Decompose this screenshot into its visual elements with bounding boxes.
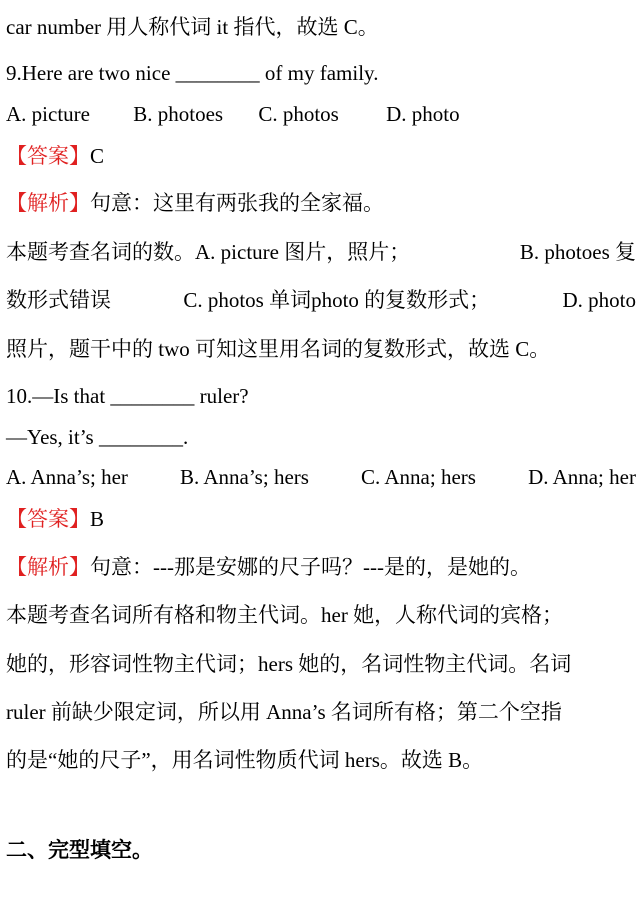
option-a: A. Anna’s; her [6,465,128,489]
option-b: B. Anna’s; hers [180,465,309,489]
analysis-line [6,188,636,218]
question-10: 10.—Is that ________ ruler? [6,384,249,408]
explanation-line: 本题考查名词所有格和物主代词。her 她，人称代词的宾格； [6,603,564,627]
explanation-line [6,237,636,267]
explanation-line: ruler 前缺少限定词，所以用 Anna’s 名词所有格；第二个空指 [6,700,562,724]
question-9-options [6,99,636,129]
explanation-line: 照片，题干中的 two 可知这里用名词的复数形式，故选 C。 [6,337,551,361]
explanation-text: B. photoes 复 [519,240,636,264]
analysis-meaning: 句意：这里有两张我的全家福。 [90,191,384,215]
explanation-text: 本题考查名词的数。A. picture 图片，照片； [6,240,411,264]
explanation-text: D. photo [562,288,636,312]
answer-line [6,141,636,171]
option-c: C. photos [258,102,339,126]
analysis-tag: 【解析】 [6,555,90,579]
explanation-line [6,285,636,315]
answer-value: B [90,507,105,531]
explanation-text: 数形式错误 [6,288,111,312]
answer-tag: 【答案】 [6,144,90,168]
question-10-reply: —Yes, it’s ________. [6,425,189,449]
option-d: D. Anna; her [528,465,636,489]
answer-tag: 【答案】 [6,507,90,531]
section-heading: 二、完型填空。 [6,838,153,862]
answer-value: C [90,144,105,168]
answer-line [6,504,636,534]
option-a: A. picture [6,102,90,126]
explanation-text: C. photos 单词photo 的复数形式； [183,288,491,312]
explanation-line: 的是“她的尺子”，用名词性物质代词 hers。故选 B。 [6,748,484,772]
text-line: car number 用人称代词 it 指代，故选 C。 [6,15,379,39]
question-9: 9.Here are two nice ________ of my family. [6,61,379,85]
option-b: B. photoes [133,102,224,126]
option-d: D. photo [386,102,460,126]
explanation-line: 她的，形容词性物主代词；hers 她的，名词性物主代词。名词 [6,652,572,676]
analysis-meaning: 句意：---那是安娜的尺子吗？---是的，是她的。 [90,555,531,579]
analysis-tag: 【解析】 [6,191,90,215]
option-c: C. Anna; hers [361,465,476,489]
question-10-options [6,462,636,492]
analysis-line [6,552,636,582]
